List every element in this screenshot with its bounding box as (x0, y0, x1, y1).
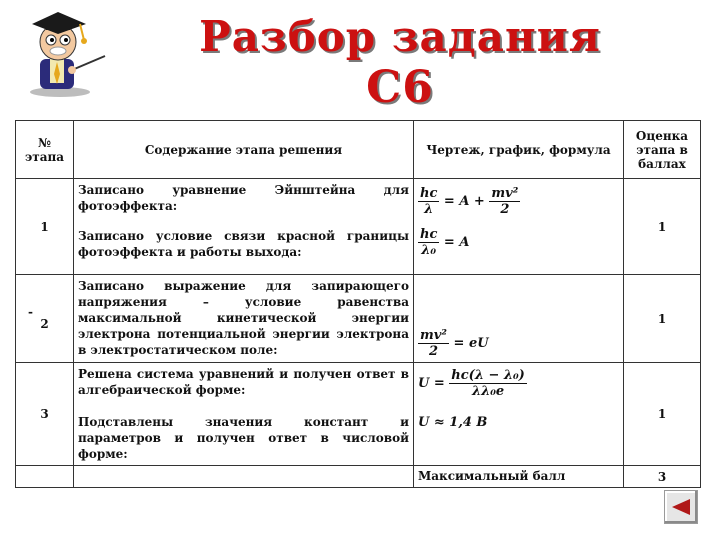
back-arrow-icon (671, 498, 691, 516)
header-drawing: Чертеж, график, формула (414, 121, 624, 179)
row-score: 1 (624, 275, 701, 363)
step-text: Записано уравнение Эйнштейна для фотоэффекта: (78, 183, 409, 213)
header-num: № этапа (16, 121, 74, 179)
table-row (16, 363, 701, 466)
row-score: 1 (624, 179, 701, 275)
header-content: Содержание этапа решения (74, 121, 414, 179)
row-num: 3 (16, 363, 74, 466)
header-score: Оценка этапа в баллах (624, 121, 701, 179)
max-score-label: Максимальный балл (414, 466, 624, 488)
row-mark: - (28, 304, 33, 319)
row-content (74, 275, 414, 363)
professor-mascot-icon (10, 4, 110, 100)
row-formula (414, 363, 624, 466)
max-score-value: 3 (624, 466, 701, 488)
step-text: Записано условие связи красной границы фотоэффекта и работы выхода: (78, 229, 409, 259)
formula-stopping-voltage: $\frac{\text{mv²}}{2}$ = eU (420, 328, 489, 359)
step-text: Решена система уравнений и получен ответ в алгебраической форме: (78, 367, 409, 397)
formula-numeric-answer: U ≈ 1,4 В (418, 415, 488, 430)
formula-algebraic-answer: U = $\frac{\text{hc(λ − λ₀)}}{\text{λλ₀e}}$ (418, 368, 525, 399)
row-score: 1 (624, 363, 701, 466)
table-footer-row (16, 466, 701, 488)
page-subtitle: С6 (366, 62, 434, 113)
row-formula (414, 275, 624, 363)
back-button[interactable] (664, 490, 698, 524)
table-header-row (16, 121, 701, 179)
table-row (16, 275, 701, 363)
table-row (16, 179, 701, 275)
page-title: Разбор задания (199, 12, 601, 61)
step-text: Записано выражение для запирающего напряжения – условие равенства максимальной кинетической энергии электрона потенциальной энергии электрона в электростатическом поле: (78, 279, 409, 357)
row-content (74, 179, 414, 275)
grading-table (15, 120, 701, 488)
step-text: Подставлены значения констант и параметров и получен ответ в числовой форме: (78, 415, 409, 461)
row-num: 1 (16, 179, 74, 275)
formula-einstein: $\frac{hc}{\lambda}$ = A + $\frac{\text{mv²}}{2}$ (420, 186, 519, 217)
row-content (74, 363, 414, 466)
row-num: - 2 (16, 275, 74, 363)
row-formula (414, 179, 624, 275)
formula-red-limit: $\frac{hc}{\text{λ₀}}$ = A (420, 227, 470, 258)
